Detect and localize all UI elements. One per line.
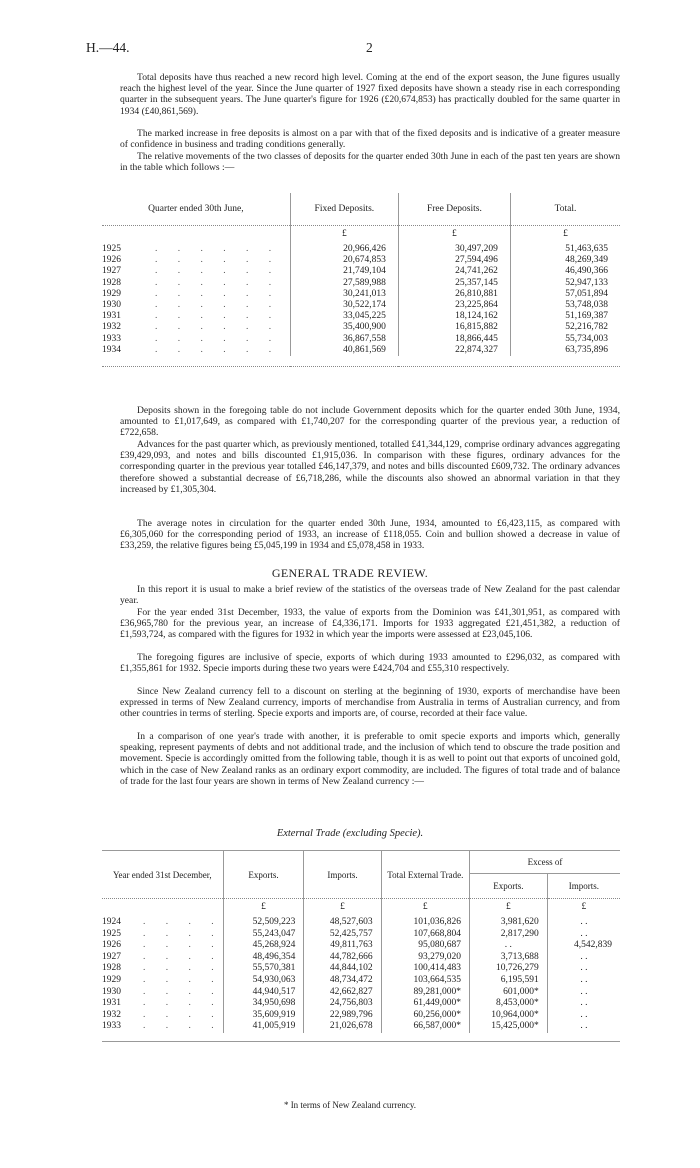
deposits-row xyxy=(102,255,620,266)
free-deposits-value: 27,594,496 xyxy=(398,255,510,266)
deposits-row xyxy=(102,322,620,333)
imports-value: 22,989,796 xyxy=(304,1010,381,1022)
free-deposits-value: 26,810,881 xyxy=(398,289,510,300)
deposits-table-header xyxy=(102,193,620,226)
excess-imports-value: . . xyxy=(547,998,620,1010)
trade-currency-excess-imports: £ xyxy=(547,899,620,918)
trade-row xyxy=(102,998,620,1010)
total-deposits-value: 52,947,133 xyxy=(510,278,620,289)
deposits-year: 1932 xyxy=(102,322,121,333)
excess-exports-value: 15,425,000* xyxy=(469,1021,547,1033)
imports-value: 44,844,102 xyxy=(304,963,381,975)
excess-imports-value: . . xyxy=(547,929,620,941)
trade-year-cell xyxy=(102,952,223,964)
total-deposits-value: 48,269,349 xyxy=(510,255,620,266)
total-deposits-value: 55,734,003 xyxy=(510,334,620,345)
deposits-table-end-rule xyxy=(102,356,620,367)
free-deposits-value: 24,741,262 xyxy=(398,266,510,277)
col-total-header: Total. xyxy=(510,193,620,226)
currency-fixed: £ xyxy=(290,226,398,245)
total-trade-value: 103,664,535 xyxy=(381,975,469,987)
trade-currency-total: £ xyxy=(381,899,469,918)
trade-year-cell xyxy=(102,975,223,987)
excess-imports-value: . . xyxy=(547,987,620,999)
deposits-year: 1927 xyxy=(102,266,121,277)
exports-value: 55,570,381 xyxy=(223,963,304,975)
excess-exports-value: . . xyxy=(469,940,547,952)
total-trade-value: 100,414,483 xyxy=(381,963,469,975)
leader-dots: . . . . xyxy=(143,951,223,962)
intro-paragraph-3: The relative movements of the two classes of deposits for the quarter ended 30th June in each of the past ten years are shown in the table which follows :— xyxy=(120,151,620,174)
trade-table-header-row-1 xyxy=(102,851,620,874)
exports-value: 45,268,924 xyxy=(223,940,304,952)
trade-table xyxy=(102,850,620,1042)
trade-year: 1930 xyxy=(102,986,121,997)
leader-dots: . . . . xyxy=(143,986,223,997)
total-trade-value: 101,036,826 xyxy=(381,917,469,929)
fixed-deposits-value: 40,861,569 xyxy=(290,345,398,356)
currency-free: £ xyxy=(398,226,510,245)
col-total-trade-header: Total External Trade. xyxy=(381,851,469,899)
excess-exports-value: 6,195,591 xyxy=(469,975,547,987)
col-quarter-header: Quarter ended 30th June, xyxy=(102,193,290,226)
trade-year: 1927 xyxy=(102,951,121,962)
col-free-header: Free Deposits. xyxy=(398,193,510,226)
deposits-year-cell xyxy=(102,244,290,255)
deposits-year-cell xyxy=(102,278,290,289)
trade-paragraph-5: In a comparison of one year's trade with another, it is preferable to omit specie exports and imports which, generally speaking, represent payments of debts and not additional trade, and the inclusion of which tend to obscure the trade position and movement. Specie is accordingly omitted from the following table, though it is as well to point out that exports of uncoined gold, which in the case of New Zealand ranks as an ordinary export commodity, are included. The figures of total trade and of balance of trade for the last four years are shown in terms of New Zealand currency :— xyxy=(120,731,620,787)
deposits-year: 1925 xyxy=(102,244,121,254)
excess-exports-value: 8,453,000* xyxy=(469,998,547,1010)
col-excess-exports-header: Exports. xyxy=(469,874,547,899)
trade-paragraph-2: For the year ended 31st December, 1933, the value of exports from the Dominion was £41,301,951, as compared with £36,965,780 for the previous year, an increase of £4,336,171. Imports for 1933 aggregated £21,451,382, a reduction of £1,593,724, as compared with the figures for 1932 in which year the imports were assessed at £23,045,106. xyxy=(120,607,620,641)
excess-exports-value: 3,981,620 xyxy=(469,917,547,929)
trade-row xyxy=(102,975,620,987)
trade-year-cell xyxy=(102,940,223,952)
trade-year-cell xyxy=(102,1010,223,1022)
trade-row xyxy=(102,987,620,999)
leader-dots: . . . . xyxy=(143,1021,223,1032)
free-deposits-value: 22,874,327 xyxy=(398,345,510,356)
trade-year: 1933 xyxy=(102,1021,121,1032)
deposits-year-cell xyxy=(102,311,290,322)
trade-year-cell xyxy=(102,1021,223,1033)
deposits-year-cell xyxy=(102,289,290,300)
fixed-deposits-value: 30,522,174 xyxy=(290,300,398,311)
deposits-row xyxy=(102,244,620,255)
page-header xyxy=(86,40,614,56)
fixed-deposits-value: 33,045,225 xyxy=(290,311,398,322)
imports-value: 21,026,678 xyxy=(304,1021,381,1033)
leader-dots: . . . . . . xyxy=(155,277,281,288)
trade-year: 1925 xyxy=(102,928,121,939)
exports-value: 54,930,063 xyxy=(223,975,304,987)
total-trade-value: 66,587,000* xyxy=(381,1021,469,1033)
report-reference: H.—44. xyxy=(86,40,130,55)
col-exports-header: Exports. xyxy=(223,851,304,899)
total-deposits-value: 46,490,366 xyxy=(510,266,620,277)
deposits-year: 1933 xyxy=(102,333,121,344)
exports-value: 44,940,517 xyxy=(223,987,304,999)
trade-row xyxy=(102,929,620,941)
col-excess-imports-header: Imports. xyxy=(547,874,620,899)
deposits-row xyxy=(102,266,620,277)
leader-dots: . . . . xyxy=(143,1009,223,1020)
page-number: 2 xyxy=(366,40,373,55)
exports-value: 35,609,919 xyxy=(223,1010,304,1022)
leader-dots: . . . . . . xyxy=(155,311,281,322)
exports-value: 55,243,047 xyxy=(223,929,304,941)
trade-row xyxy=(102,963,620,975)
leader-dots: . . . . xyxy=(143,974,223,985)
deposits-year: 1930 xyxy=(102,300,121,311)
col-year-header: Year ended 31st December, xyxy=(102,851,223,899)
exports-value: 41,005,919 xyxy=(223,1021,304,1033)
intro-paragraph-2: The marked increase in free deposits is almost on a par with that of the fixed deposits and is indicative of a greater measure of confidence in business and trading conditions generally. xyxy=(120,128,620,151)
imports-value: 24,756,803 xyxy=(304,998,381,1010)
free-deposits-value: 23,225,864 xyxy=(398,300,510,311)
imports-value: 42,662,827 xyxy=(304,987,381,999)
total-trade-value: 93,279,020 xyxy=(381,952,469,964)
total-deposits-value: 51,169,387 xyxy=(510,311,620,322)
intro-paragraph-1: Total deposits have thus reached a new record high level. Coming at the end of the export season, the June figures usually reach the highest level of the year. Since the June quarter of 1927 fixed deposits have shown a steady rise in each corresponding quarter in the subsequent years. The June quarter's figure for 1926 (£20,674,853) has practically doubled for the same quarter in 1934 (£40,861,569). xyxy=(120,72,620,117)
fixed-deposits-value: 30,241,013 xyxy=(290,289,398,300)
leader-dots: . . . . . . xyxy=(155,288,281,299)
middle-paragraph-1: Deposits shown in the foregoing table do not include Government deposits which for the quarter ended 30th June, 1934, amounted to £1,017,649, as compared with £1,740,207 for the corresponding quarter of the previous year, a reduction of £722,658. xyxy=(120,405,620,439)
imports-value: 48,734,472 xyxy=(304,975,381,987)
excess-exports-value: 3,713,688 xyxy=(469,952,547,964)
deposits-year: 1931 xyxy=(102,311,121,322)
total-trade-value: 95,080,687 xyxy=(381,940,469,952)
leader-dots: . . . . . . xyxy=(155,322,281,333)
deposits-row xyxy=(102,311,620,322)
trade-year-cell xyxy=(102,963,223,975)
total-trade-value: 107,668,804 xyxy=(381,929,469,941)
trade-currency-row xyxy=(102,899,620,918)
excess-imports-value: . . xyxy=(547,1010,620,1022)
free-deposits-value: 16,815,882 xyxy=(398,322,510,333)
trade-table-footnote: * In terms of New Zealand currency. xyxy=(283,1100,417,1110)
exports-value: 48,496,354 xyxy=(223,952,304,964)
trade-year-cell xyxy=(102,929,223,941)
currency-row xyxy=(102,226,620,245)
fixed-deposits-value: 20,674,853 xyxy=(290,255,398,266)
excess-imports-value: . . xyxy=(547,1021,620,1033)
trade-row xyxy=(102,1021,620,1033)
total-deposits-value: 63,735,896 xyxy=(510,345,620,356)
trade-table-end-rule xyxy=(102,1033,620,1042)
deposits-row xyxy=(102,278,620,289)
imports-value: 48,527,603 xyxy=(304,917,381,929)
excess-exports-value: 601,000* xyxy=(469,987,547,999)
imports-value: 44,782,666 xyxy=(304,952,381,964)
total-trade-value: 60,256,000* xyxy=(381,1010,469,1022)
excess-imports-value: 4,542,839 xyxy=(547,940,620,952)
leader-dots: . . . . xyxy=(143,940,223,951)
deposits-year-cell xyxy=(102,334,290,345)
imports-value: 49,811,763 xyxy=(304,940,381,952)
section-heading: GENERAL TRADE REVIEW. xyxy=(271,566,429,580)
total-deposits-value: 52,216,782 xyxy=(510,322,620,333)
trade-year: 1924 xyxy=(102,917,121,927)
trade-year-cell xyxy=(102,998,223,1010)
trade-year: 1931 xyxy=(102,998,121,1009)
trade-year: 1926 xyxy=(102,940,121,951)
excess-imports-value: . . xyxy=(547,952,620,964)
leader-dots: . . . . xyxy=(143,998,223,1009)
total-deposits-value: 53,748,038 xyxy=(510,300,620,311)
trade-table-caption: External Trade (excluding Specie). xyxy=(276,828,424,839)
fixed-deposits-value: 21,749,104 xyxy=(290,266,398,277)
trade-paragraph-1: In this report it is usual to make a brief review of the statistics of the overseas trade of New Zealand for the past calendar year. xyxy=(120,584,620,607)
deposits-year: 1934 xyxy=(102,344,121,355)
trade-year: 1928 xyxy=(102,963,121,974)
trade-currency-exports: £ xyxy=(223,899,304,918)
deposits-row xyxy=(102,289,620,300)
fixed-deposits-value: 20,966,426 xyxy=(290,244,398,255)
trade-year-cell xyxy=(102,917,223,929)
deposits-year-cell xyxy=(102,266,290,277)
middle-paragraph-2: Advances for the past quarter which, as previously mentioned, totalled £41,344,129, comprise ordinary advances aggregating £39,429,093, and notes and bills discounted £1,915,036. In comparison with these figures, ordinary advances for the corresponding quarter in the previous year totalled £46,147,379, and notes and bills discounted £609,732. The ordinary advances therefore showed a substantial decrease of £6,718,286, while the discounts also showed an abnormal variation in that they increased by £1,305,304. xyxy=(120,439,620,495)
deposits-year-cell xyxy=(102,300,290,311)
leader-dots: . . . . xyxy=(143,917,223,927)
trade-row xyxy=(102,952,620,964)
excess-exports-value: 10,964,000* xyxy=(469,1010,547,1022)
fixed-deposits-value: 35,400,900 xyxy=(290,322,398,333)
currency-total: £ xyxy=(510,226,620,245)
excess-exports-value: 10,726,279 xyxy=(469,963,547,975)
trade-row xyxy=(102,1010,620,1022)
trade-paragraph-4: Since New Zealand currency fell to a discount on sterling at the beginning of 1930, exports of merchandise have been expressed in terms of New Zealand currency, imports of merchandise from Australia in terms of Australian currency, and from other countries in terms of sterling. Specie exports and imports are, of course, recorded at their face value. xyxy=(120,686,620,720)
deposits-row xyxy=(102,334,620,345)
col-excess-header: Excess of xyxy=(469,851,620,874)
excess-imports-value: . . xyxy=(547,963,620,975)
trade-year: 1932 xyxy=(102,1009,121,1020)
leader-dots: . . . . xyxy=(143,928,223,939)
fixed-deposits-value: 27,589,988 xyxy=(290,278,398,289)
middle-paragraph-3: The average notes in circulation for the quarter ended 30th June, 1934, amounted to £6,423,115, as compared with £6,305,060 for the corresponding period of 1933, an increase of £118,055. Coin and bullion showed a decrease in value of £33,259, the relative figures being £5,045,199 in 1934 and £5,078,458 in 1933. xyxy=(120,518,620,552)
deposits-year: 1926 xyxy=(102,255,121,266)
leader-dots: . . . . . . xyxy=(155,344,281,355)
excess-imports-value: . . xyxy=(547,975,620,987)
deposits-row xyxy=(102,345,620,356)
total-deposits-value: 51,463,635 xyxy=(510,244,620,255)
imports-value: 52,425,757 xyxy=(304,929,381,941)
leader-dots: . . . . . . xyxy=(155,300,281,311)
deposits-year-cell xyxy=(102,322,290,333)
free-deposits-value: 30,497,209 xyxy=(398,244,510,255)
deposits-year: 1928 xyxy=(102,277,121,288)
total-deposits-value: 57,051,894 xyxy=(510,289,620,300)
free-deposits-value: 18,124,162 xyxy=(398,311,510,322)
leader-dots: . . . . xyxy=(143,963,223,974)
exports-value: 34,950,698 xyxy=(223,998,304,1010)
leader-dots: . . . . . . xyxy=(155,255,281,266)
deposits-year-cell xyxy=(102,255,290,266)
total-trade-value: 61,449,000* xyxy=(381,998,469,1010)
excess-exports-value: 2,817,290 xyxy=(469,929,547,941)
deposits-row xyxy=(102,300,620,311)
trade-paragraph-3: The foregoing figures are inclusive of specie, exports of which during 1933 amounted to £296,032, as compared with £1,355,861 for 1932. Specie imports during these two years were £424,704 and £55,310 respectively. xyxy=(120,652,620,675)
trade-currency-excess-exports: £ xyxy=(469,899,547,918)
fixed-deposits-value: 36,867,558 xyxy=(290,334,398,345)
col-fixed-header: Fixed Deposits. xyxy=(290,193,398,226)
total-trade-value: 89,281,000* xyxy=(381,987,469,999)
leader-dots: . . . . . . xyxy=(155,244,281,254)
exports-value: 52,509,223 xyxy=(223,917,304,929)
deposits-year: 1929 xyxy=(102,288,121,299)
trade-currency-imports: £ xyxy=(304,899,381,918)
deposits-table xyxy=(102,193,620,367)
col-imports-header: Imports. xyxy=(304,851,381,899)
trade-year-cell xyxy=(102,987,223,999)
trade-year: 1929 xyxy=(102,974,121,985)
deposits-year-cell xyxy=(102,345,290,356)
trade-row xyxy=(102,917,620,929)
trade-row xyxy=(102,940,620,952)
free-deposits-value: 18,866,445 xyxy=(398,334,510,345)
excess-imports-value: . . xyxy=(547,917,620,929)
free-deposits-value: 25,357,145 xyxy=(398,278,510,289)
leader-dots: . . . . . . xyxy=(155,266,281,277)
leader-dots: . . . . . . xyxy=(155,333,281,344)
